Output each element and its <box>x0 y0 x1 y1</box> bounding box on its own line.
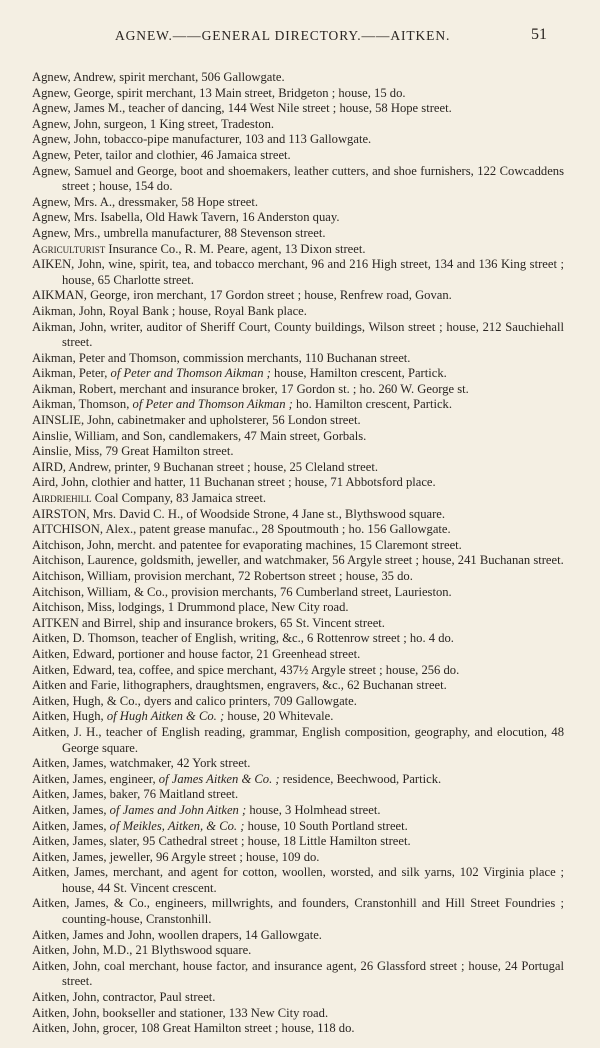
entry-text: Aitken, John, grocer, 108 Great Hamilton street ; house, 118 do. <box>32 1021 355 1036</box>
directory-entry <box>32 444 564 460</box>
directory-entry <box>32 210 564 226</box>
header-title: AGNEW.——GENERAL DIRECTORY.——AITKEN. <box>115 28 451 43</box>
directory-entry <box>32 678 564 694</box>
directory-entry <box>32 397 564 413</box>
entry-text: Agnew, Mrs. Isabella, Old Hawk Tavern, 16 Anderston quay. <box>32 210 340 225</box>
entry-text: AIRSTON, Mrs. David C. H., of Woodside Strone, 4 Jane st., Blythswood square. <box>32 506 446 521</box>
entry-text: Aitken, J. H., teacher of English reading, grammar, English composition, geography, and elocution, 48 George square. <box>32 724 564 755</box>
entry-text: house, 10 South Portland street. <box>244 818 408 833</box>
directory-entry <box>32 616 564 632</box>
entry-text: ho. Hamilton crescent, Partick. <box>292 397 452 412</box>
entry-firm-reference: of Hugh Aitken & Co. ; <box>106 709 225 724</box>
directory-entry <box>32 585 564 601</box>
entry-text: AITCHISON, Alex., patent grease manufac., 28 Spoutmouth ; ho. 156 Gallowgate. <box>32 522 451 537</box>
directory-entry <box>32 226 564 242</box>
directory-entry <box>32 538 564 554</box>
entry-text: Insurance Co., R. M. Peare, agent, 13 Dixon street. <box>105 241 366 256</box>
directory-entry <box>32 101 564 117</box>
directory-entry <box>32 553 564 569</box>
entry-text: Aitchison, Laurence, goldsmith, jeweller, and watchmaker, 56 Argyle street ; house, 241 Buchanan street. <box>32 553 564 568</box>
entry-text: Aikman, Peter and Thomson, commission merchants, 110 Buchanan street. <box>32 350 411 365</box>
entry-text: Aitchison, William, & Co., provision merchants, 76 Cumberland street, Laurieston. <box>32 584 452 599</box>
directory-entry <box>32 803 564 819</box>
entry-text: Aitken, Hugh, <box>32 709 107 724</box>
entry-text: Aitken, James, watchmaker, 42 York street. <box>32 756 251 771</box>
entry-text: Aitken, James and John, woollen drapers, 14 Gallowgate. <box>32 927 322 942</box>
page-number: 51 <box>531 26 547 43</box>
entry-text: Aikman, John, Royal Bank ; house, Royal Bank place. <box>32 303 307 318</box>
entry-text: Aitken, James, merchant, and agent for cotton, woollen, worsted, and silk yarns, 102 Virginia place ; house, 44 St. Vincent crescent. <box>32 865 564 895</box>
entry-text: Agnew, John, surgeon, 1 King street, Tradeston. <box>32 116 275 131</box>
directory-entry <box>32 959 564 990</box>
directory-entry <box>32 631 564 647</box>
entry-text: Agnew, Andrew, spirit merchant, 506 Gallowgate. <box>32 70 285 84</box>
entry-text: Aitken, John, coal merchant, house factor, and insurance agent, 26 Glassford street ; house, 24 Portugal street. <box>32 958 564 989</box>
directory-entry <box>32 460 564 476</box>
entry-text: AIKMAN, George, iron merchant, 17 Gordon street ; house, Renfrew road, Govan. <box>32 288 452 303</box>
directory-entry <box>32 304 564 320</box>
entry-text: Aitken, James, & Co., engineers, millwrights, and founders, Cranstonhill and Hill Street Foundries ; counting-house, Cranstonhill. <box>32 896 564 927</box>
entry-text: Aitken, John, contractor, Paul street. <box>32 990 216 1005</box>
entry-text: AINSLIE, John, cabinetmaker and upholsterer, 56 London street. <box>32 413 361 428</box>
entry-text: Aitchison, Miss, lodgings, 1 Drummond place, New City road. <box>32 600 349 615</box>
directory-entries <box>32 70 564 1037</box>
directory-entry <box>32 1006 564 1022</box>
directory-entry <box>32 70 564 86</box>
entry-text: Aitken, James, slater, 95 Cathedral street ; house, 18 Little Hamilton street. <box>32 834 411 849</box>
entry-text: Aitken, John, M.D., 21 Blythswood square. <box>32 943 252 958</box>
directory-entry <box>32 865 564 896</box>
entry-text: Aitken, John, bookseller and stationer, 133 New City road. <box>32 1005 329 1020</box>
entry-text: Agnew, Peter, tailor and clothier, 46 Jamaica street. <box>32 147 291 162</box>
entry-text: Aitken, Edward, tea, coffee, and spice merchant, 437½ Argyle street ; house, 256 do. <box>32 662 460 677</box>
entry-firm-reference: of Meikles, Aitken, & Co. ; <box>109 818 245 833</box>
entry-company-name: Airdriehill <box>32 491 92 506</box>
entry-text: Aitken, James, jeweller, 96 Argyle street ; house, 109 do. <box>32 849 320 864</box>
directory-entry <box>32 943 564 959</box>
entry-company-name: Agriculturist <box>32 241 106 256</box>
directory-entry <box>32 600 564 616</box>
directory-entry <box>32 725 564 756</box>
entry-firm-reference: of James and John Aitken ; <box>109 802 247 817</box>
directory-entry <box>32 1021 564 1037</box>
directory-entry <box>32 569 564 585</box>
entry-text: Aird, John, clothier and hatter, 11 Buchanan street ; house, 71 Abbotsford place. <box>32 475 436 490</box>
directory-entry <box>32 756 564 772</box>
entry-text: AITKEN and Birrel, ship and insurance brokers, 65 St. Vincent street. <box>32 615 385 630</box>
entry-text: Aitken, James, <box>32 818 110 833</box>
directory-entry <box>32 382 564 398</box>
directory-entry <box>32 288 564 304</box>
entry-firm-reference: of Peter and Thomson Aikman ; <box>110 366 271 381</box>
directory-entry <box>32 990 564 1006</box>
entry-text: Aikman, Thomson, <box>32 397 133 412</box>
entry-text: Aikman, Peter, <box>32 366 111 381</box>
directory-entry <box>32 242 564 258</box>
directory-entry <box>32 709 564 725</box>
directory-entry <box>32 507 564 523</box>
entry-text: Aitken, James, engineer, <box>32 771 159 786</box>
directory-entry <box>32 663 564 679</box>
directory-entry <box>32 351 564 367</box>
entry-text: Agnew, James M., teacher of dancing, 144 West Nile street ; house, 58 Hope street. <box>32 101 452 116</box>
entry-text: Aikman, John, writer, auditor of Sheriff Court, County buildings, Wilson street ; house, 212 Sauchiehall street. <box>32 319 564 350</box>
entry-text: AIRD, Andrew, printer, 9 Buchanan street ; house, 25 Cleland street. <box>32 459 378 474</box>
entry-text: Aitken, D. Thomson, teacher of English, writing, &c., 6 Rottenrow street ; ho. 4 do. <box>32 631 454 646</box>
entry-text: Aitken, Edward, portioner and house factor, 21 Greenhead street. <box>32 646 361 661</box>
entry-text: Agnew, John, tobacco-pipe manufacturer, 103 and 113 Gallowgate. <box>32 132 372 147</box>
directory-entry <box>32 787 564 803</box>
directory-entry <box>32 475 564 491</box>
entry-text: Aitken, Hugh, & Co., dyers and calico printers, 709 Gallowgate. <box>32 693 357 708</box>
entry-text: Agnew, Mrs., umbrella manufacturer, 88 Stevenson street. <box>32 225 326 240</box>
entry-text: house, 20 Whitevale. <box>224 709 334 724</box>
directory-entry <box>32 257 564 288</box>
directory-entry <box>32 86 564 102</box>
directory-entry <box>32 429 564 445</box>
entry-text: AIKEN, John, wine, spirit, tea, and tobacco merchant, 96 and 216 High street, 134 and 136 King street ; house, 65 Charlotte street. <box>32 257 564 287</box>
directory-entry <box>32 366 564 382</box>
directory-entry <box>32 195 564 211</box>
entry-text: Agnew, Samuel and George, boot and shoemakers, leather cutters, and shoe furnishers, 122 Cowcaddens street ; house, 154 do. <box>32 163 564 194</box>
directory-entry <box>32 772 564 788</box>
directory-entry <box>32 850 564 866</box>
directory-entry <box>32 928 564 944</box>
directory-entry <box>32 320 564 351</box>
directory-entry <box>32 819 564 835</box>
directory-entry <box>32 694 564 710</box>
directory-entry <box>32 164 564 195</box>
running-header <box>0 26 600 48</box>
entry-text: Aitchison, John, mercht. and patentee for evaporating machines, 15 Claremont street. <box>32 537 462 552</box>
entry-text: house, Hamilton crescent, Partick. <box>270 366 447 381</box>
directory-entry <box>32 896 564 927</box>
entry-firm-reference: of Peter and Thomson Aikman ; <box>132 397 293 412</box>
directory-entry <box>32 491 564 507</box>
directory-entry <box>32 148 564 164</box>
entry-text: Aitken, James, <box>32 802 110 817</box>
directory-entry <box>32 132 564 148</box>
entry-text: Coal Company, 83 Jamaica street. <box>91 491 266 506</box>
entry-text: Aitken, James, baker, 76 Maitland street. <box>32 787 239 802</box>
entry-firm-reference: of James Aitken & Co. ; <box>158 771 280 786</box>
directory-entry <box>32 117 564 133</box>
directory-entry <box>32 834 564 850</box>
entry-text: Ainslie, William, and Son, candlemakers, 47 Main street, Gorbals. <box>32 428 367 443</box>
entry-text: Aikman, Robert, merchant and insurance broker, 17 Gordon st. ; ho. 260 W. George st. <box>32 381 469 396</box>
directory-entry <box>32 413 564 429</box>
entry-text: Agnew, Mrs. A., dressmaker, 58 Hope street. <box>32 194 259 209</box>
entry-text: Aitchison, William, provision merchant, 72 Robertson street ; house, 35 do. <box>32 569 413 583</box>
directory-entry <box>32 522 564 538</box>
entry-text: Aitken and Farie, lithographers, draughtsmen, engravers, &c., 62 Buchanan street. <box>32 678 447 693</box>
entry-text: house, 3 Holmhead street. <box>246 802 381 817</box>
entry-text: Agnew, George, spirit merchant, 13 Main street, Bridgeton ; house, 15 do. <box>32 85 406 100</box>
entry-text: residence, Beechwood, Partick. <box>279 771 442 786</box>
entry-text: Ainslie, Miss, 79 Great Hamilton street. <box>32 444 234 459</box>
directory-entry <box>32 647 564 663</box>
